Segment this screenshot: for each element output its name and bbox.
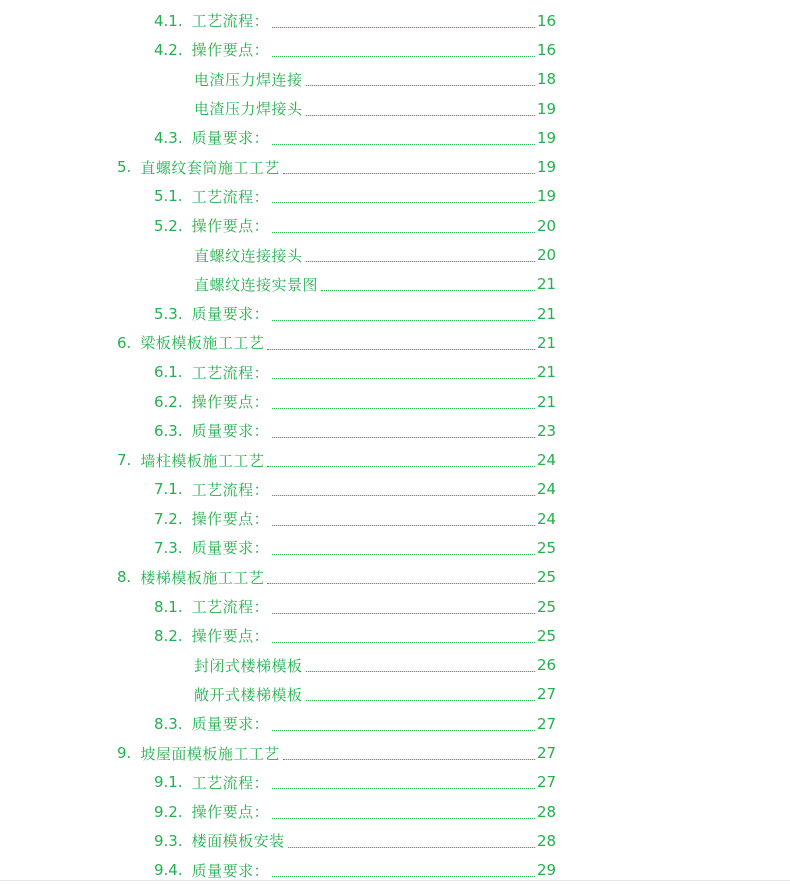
toc-entry-title: 工艺流程： — [191, 187, 270, 206]
toc-entry-number: 9. — [117, 744, 132, 763]
toc-entry-number: 6.2. — [154, 392, 183, 411]
toc-entry-title: 直螺纹连接接头 — [194, 246, 303, 265]
toc-dot-leader — [272, 319, 535, 321]
toc-entry[interactable] — [0, 504, 673, 533]
toc-entry-number: 7. — [117, 451, 132, 470]
toc-dot-leader — [272, 612, 535, 614]
toc-entry-number: 4.3. — [154, 128, 183, 147]
toc-entry-title: 楼梯模板施工工艺 — [140, 568, 265, 587]
toc-entry-page-number: 23 — [537, 421, 557, 440]
toc-entry-title: 质量要求： — [191, 305, 270, 324]
toc-entry-number: 8. — [117, 568, 132, 587]
toc-entry-page-number: 28 — [537, 831, 557, 850]
toc-entry-page-number: 19 — [537, 158, 557, 177]
toc-dot-leader — [272, 641, 535, 643]
toc-entry-page-number: 25 — [537, 538, 557, 557]
toc-dot-leader — [321, 289, 535, 291]
toc-dot-leader — [288, 846, 535, 848]
table-of-contents — [0, 6, 790, 885]
toc-dot-leader — [272, 143, 535, 145]
toc-entry-number: 8.3. — [154, 714, 183, 733]
toc-entry-number: 5.3. — [154, 304, 183, 323]
toc-entry[interactable] — [0, 299, 673, 328]
toc-entry-number: 7.1. — [154, 480, 183, 499]
toc-entry-page-number: 21 — [537, 363, 557, 382]
toc-entry-page-number: 19 — [537, 128, 557, 147]
toc-entry-title: 工艺流程： — [191, 598, 270, 617]
toc-entry-page-number: 27 — [537, 714, 557, 733]
toc-entry-number: 5.1. — [154, 187, 183, 206]
toc-entry[interactable] — [0, 152, 673, 181]
toc-entry[interactable] — [0, 445, 673, 474]
toc-entry-page-number: 27 — [537, 744, 557, 763]
toc-dot-leader — [272, 407, 535, 409]
toc-entry-title: 操作要点： — [191, 803, 270, 822]
toc-entry[interactable] — [0, 328, 673, 357]
toc-dot-leader — [306, 114, 535, 116]
toc-entry-page-number: 21 — [537, 392, 557, 411]
toc-entry-title: 封闭式楼梯模板 — [194, 656, 303, 675]
toc-dot-leader — [306, 699, 535, 701]
toc-entry-title: 操作要点： — [191, 393, 270, 411]
toc-entry-page-number: 24 — [537, 451, 557, 470]
toc-entry[interactable] — [0, 6, 673, 35]
toc-entry[interactable] — [0, 680, 673, 709]
toc-entry-title: 操作要点： — [191, 217, 270, 236]
toc-entry-number: 9.3. — [154, 831, 183, 850]
toc-entry-title: 质量要求： — [191, 422, 270, 441]
toc-entry[interactable] — [0, 65, 673, 94]
toc-entry-page-number: 19 — [537, 187, 557, 206]
toc-entry-number: 6.1. — [154, 363, 183, 382]
toc-entry-page-number: 28 — [537, 802, 557, 821]
toc-entry-title: 墙柱模板施工工艺 — [140, 451, 265, 470]
toc-entry-page-number: 27 — [537, 685, 557, 704]
toc-dot-leader — [272, 524, 535, 526]
toc-entry-number: 6.3. — [154, 421, 183, 440]
toc-entry-page-number: 24 — [537, 509, 557, 528]
toc-entry[interactable] — [0, 211, 673, 240]
toc-entry-number: 6. — [117, 333, 132, 352]
toc-entry[interactable] — [0, 475, 673, 504]
toc-entry-title: 质量要求： — [191, 539, 270, 558]
toc-entry-page-number: 19 — [537, 99, 557, 118]
toc-entry-title: 电渣压力焊接头 — [194, 100, 303, 119]
toc-entry-page-number: 26 — [537, 656, 557, 675]
toc-entry[interactable] — [0, 592, 673, 621]
toc-entry-page-number: 21 — [537, 275, 557, 294]
toc-entry[interactable] — [0, 709, 673, 738]
toc-entry-number: 9.4. — [154, 861, 183, 880]
toc-dot-leader — [306, 670, 535, 672]
toc-entry[interactable] — [0, 240, 673, 269]
toc-dot-leader — [283, 758, 535, 760]
toc-entry-number: 5. — [117, 158, 132, 177]
toc-entry-title: 梁板模板施工工艺 — [140, 334, 265, 353]
toc-entry-number: 4.2. — [154, 40, 183, 59]
toc-entry-title: 电渣压力焊连接 — [194, 70, 303, 89]
toc-dot-leader — [272, 231, 535, 233]
toc-entry-number: 5.2. — [154, 216, 183, 235]
toc-entry[interactable] — [0, 416, 673, 445]
toc-entry-title: 直螺纹连接实景图 — [194, 275, 319, 294]
toc-entry-title: 坡屋面模板施工工艺 — [140, 744, 280, 763]
toc-entry[interactable] — [0, 35, 673, 64]
toc-entry-page-number: 16 — [537, 40, 557, 59]
toc-dot-leader — [272, 875, 535, 877]
toc-entry-title: 工艺流程： — [191, 773, 270, 792]
toc-dot-leader — [267, 348, 535, 350]
toc-entry-number: 4.1. — [154, 11, 183, 30]
toc-entry[interactable] — [0, 738, 673, 767]
toc-dot-leader — [272, 436, 535, 438]
toc-dot-leader — [267, 582, 535, 584]
toc-entry[interactable] — [0, 768, 673, 797]
toc-entry[interactable] — [0, 797, 673, 826]
toc-entry-page-number: 25 — [537, 597, 557, 616]
toc-entry[interactable] — [0, 621, 673, 650]
toc-entry[interactable] — [0, 123, 673, 152]
toc-entry-title: 敞开式楼梯模板 — [194, 685, 303, 704]
toc-entry[interactable] — [0, 651, 673, 680]
toc-entry[interactable] — [0, 182, 673, 211]
toc-dot-leader — [272, 55, 535, 57]
toc-entry-page-number: 21 — [537, 333, 557, 352]
toc-entry-title: 直螺纹套筒施工工艺 — [140, 158, 280, 177]
toc-entry-title: 质量要求： — [191, 861, 270, 880]
toc-entry-page-number: 27 — [537, 773, 557, 792]
toc-entry-number: 9.1. — [154, 773, 183, 792]
toc-entry[interactable] — [0, 563, 673, 592]
toc-dot-leader — [306, 260, 535, 262]
toc-dot-leader — [272, 729, 535, 731]
toc-entry-page-number: 25 — [537, 568, 557, 587]
toc-entry-page-number: 29 — [537, 861, 557, 880]
toc-entry-title: 工艺流程： — [191, 12, 270, 31]
toc-dot-leader — [267, 465, 535, 467]
toc-entry-number: 7.3. — [154, 538, 183, 557]
toc-entry-title: 操作要点： — [191, 627, 270, 646]
toc-entry-number: 8.2. — [154, 626, 183, 645]
toc-dot-leader — [272, 553, 535, 555]
toc-entry[interactable] — [0, 826, 673, 855]
toc-dot-leader — [283, 172, 535, 174]
toc-entry-title: 工艺流程： — [191, 363, 270, 382]
toc-dot-leader — [272, 377, 535, 379]
toc-entry-number: 7.2. — [154, 509, 183, 528]
toc-entry-page-number: 16 — [537, 11, 557, 30]
toc-entry-title: 质量要求： — [191, 129, 270, 148]
toc-dot-leader — [272, 817, 535, 819]
toc-entry-number: 9.2. — [154, 802, 183, 821]
toc-entry-title: 操作要点： — [191, 510, 270, 529]
toc-dot-leader — [272, 201, 535, 203]
toc-entry-page-number: 21 — [537, 304, 557, 323]
toc-dot-leader — [272, 494, 535, 496]
toc-entry-title: 操作要点： — [191, 41, 270, 60]
toc-dot-leader — [272, 26, 535, 28]
toc-entry-title: 质量要求： — [191, 715, 270, 734]
toc-dot-leader — [272, 787, 535, 789]
toc-entry-title: 工艺流程： — [191, 480, 270, 499]
toc-entry[interactable] — [0, 533, 673, 562]
toc-entry[interactable] — [0, 358, 673, 387]
toc-entry-page-number: 18 — [537, 70, 557, 89]
toc-entry[interactable] — [0, 270, 673, 299]
toc-entry-page-number: 20 — [537, 216, 557, 235]
toc-dot-leader — [306, 84, 535, 86]
toc-entry-page-number: 25 — [537, 626, 557, 645]
toc-entry[interactable] — [0, 94, 673, 123]
toc-entry-page-number: 24 — [537, 480, 557, 499]
toc-entry[interactable] — [0, 387, 673, 416]
toc-entry-number: 8.1. — [154, 597, 183, 616]
toc-entry-title: 楼面模板安装 — [191, 832, 285, 851]
toc-entry-page-number: 20 — [537, 246, 557, 265]
